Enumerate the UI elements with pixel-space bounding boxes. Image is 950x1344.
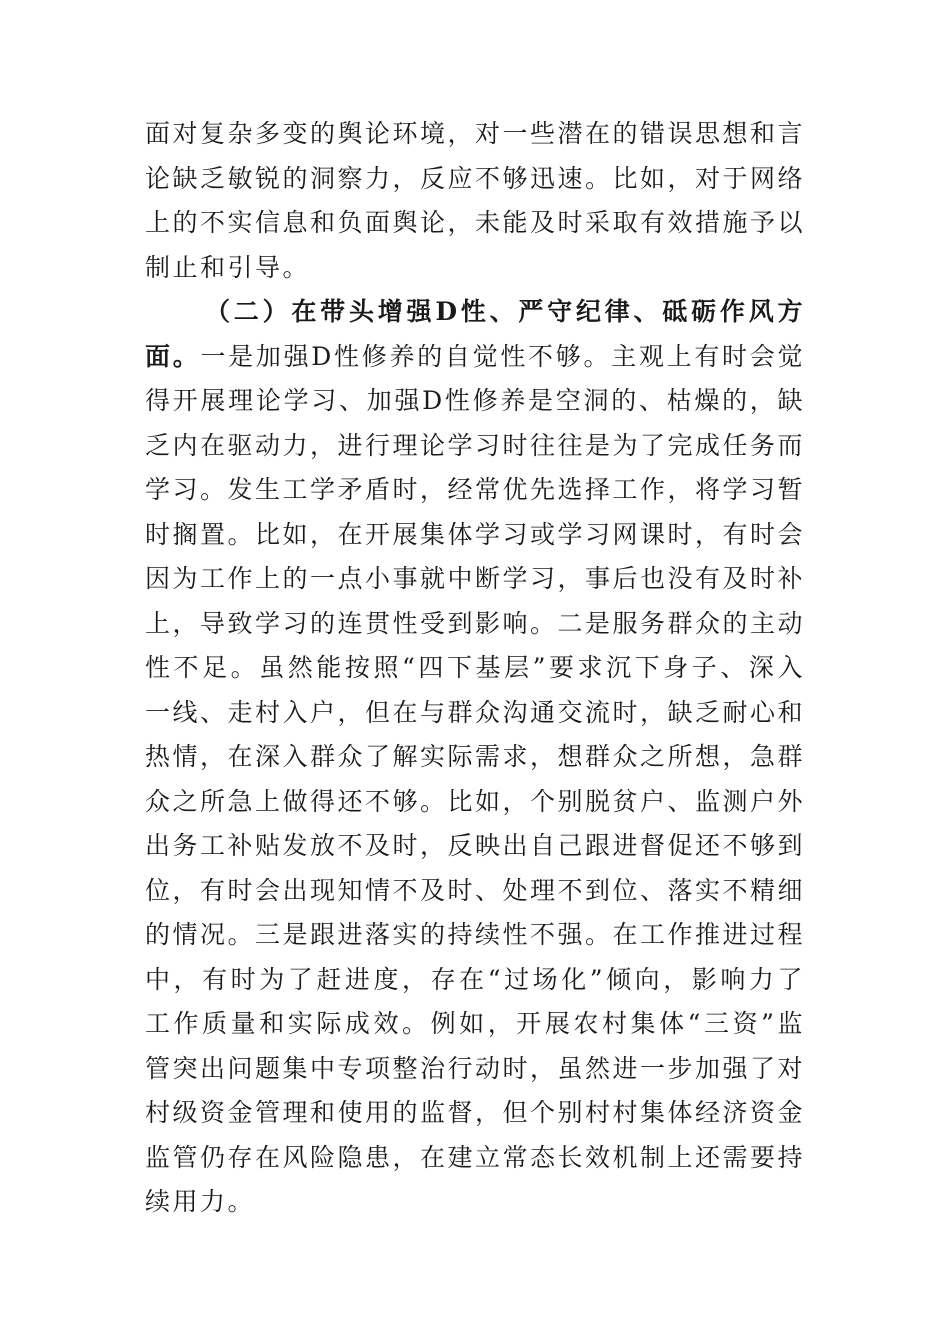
section-heading: （二）在带头增强D性、严守纪律、砥砺作风方面。	[145, 297, 805, 371]
paragraph-1: 面对复杂多变的舆论环境，对一些潜在的错误思想和言论缺乏敏锐的洞察力，反应不够迅速。比如，对于网络上的不实信息和负面舆论，未能及时采取有效措施予以制止和引导。	[145, 119, 806, 282]
paragraph-2-body: 一是加强D性修养的自觉性不够。主观上有时会觉得开展理论学习、加强D性修养是空洞的、枯燥的，缺乏内在驱动力，进行理论学习时往往是为了完成任务而学习。发生工学矛盾时，经常优先选择工作，将学习暂时搁置。比如，在开展集体学习或学习网课时，有时会因为工作上的一点小事就中断学习，事后也没有及时补上，导致学习的连贯性受到影响。二是服务群众的主动性不足。虽然能按照“四下基层”要求沉下身子、深入一线、走村入户，但在与群众沟通交流时，缺乏耐心和热情，在深入群众了解实际需求，想群众之所想，急群众之所急上做得还不够。比如，个别脱贫户、监测户外出务工补贴发放不及时，反映出自己跟进督促还不够到位，有时会出现知情不及时、处理不到位、落实不精细的情况。三是跟进落实的持续性不强。在工作推进过程中，有时为了赶进度，存在“过场化”倾向，影响力了工作质量和实际成效。例如，开展农村集体“三资”监管突出问题集中专项整治行动时，虽然进一步加强了对村级资金管理和使用的监督，但个别村村集体经济资金监管仍存在风险隐患，在建立常态长效机制上还需要持续用力。	[145, 341, 806, 1216]
document-body	[145, 112, 805, 1225]
paragraph-2	[145, 290, 805, 1225]
